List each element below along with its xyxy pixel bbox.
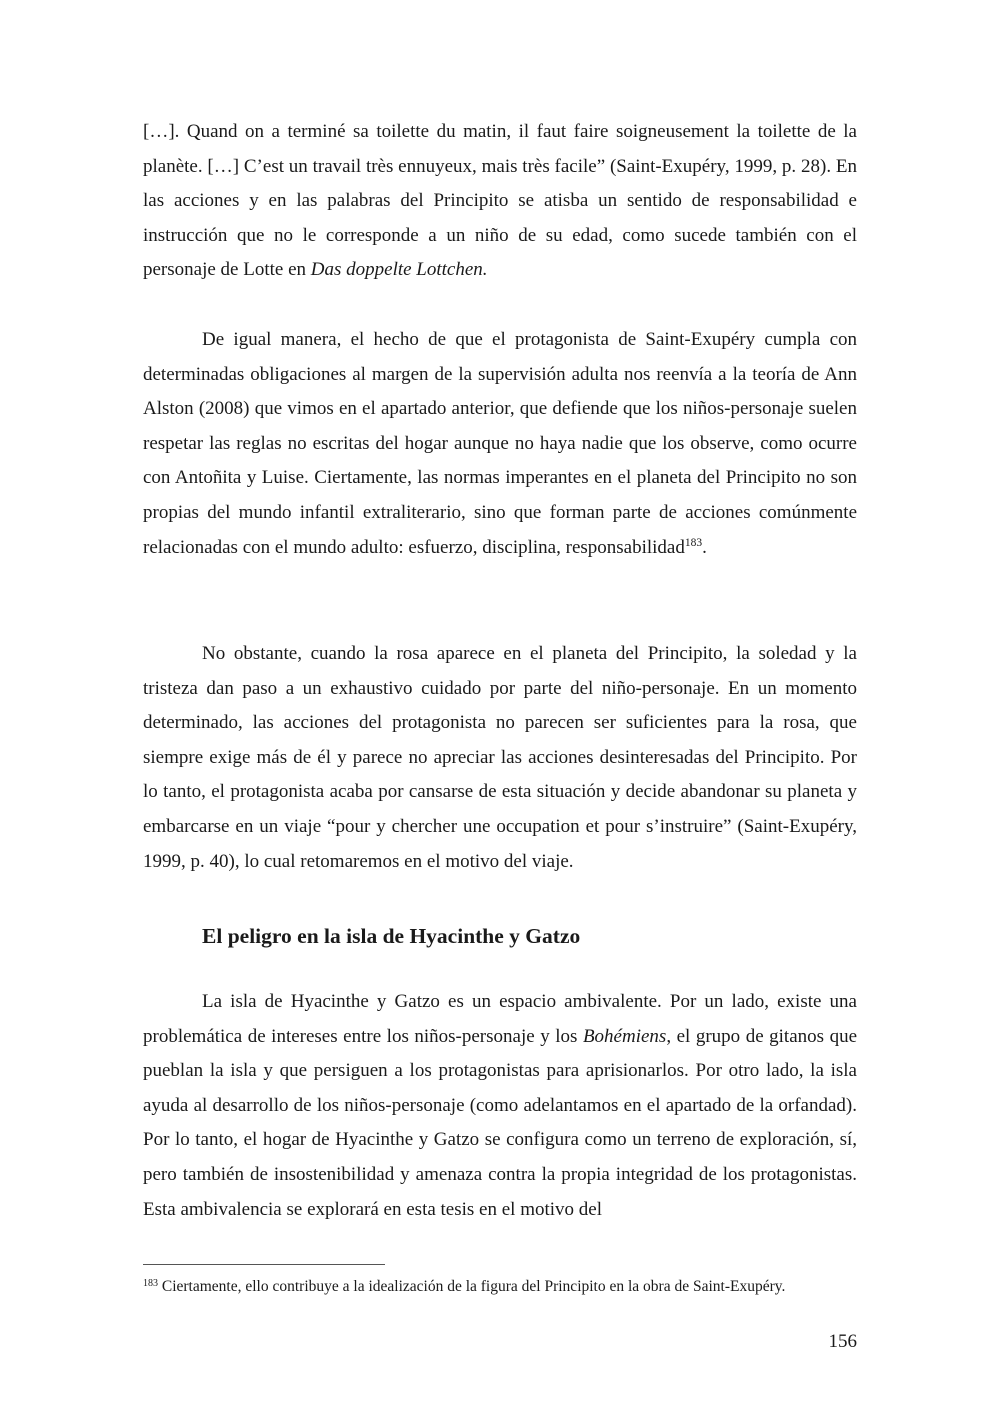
paragraph-3-text-1: No obstante, cuando la rosa aparece en el planeta del Principito, la soledad y la tristeza dan paso a un exhaustivo cuidado por parte del niño-personaje. En un momento determinado, las acciones del protagonista no parecen ser suficientes para la rosa, que siempre exige más de él y parece no apreciar las acciones desinteresadas del Principito. Por lo tanto, el protagonista acaba por cansarse de esta situación y decide abandonar su planeta y embarcarse en un viaje “pour y chercher une occupation et pour s’instruire” (Saint-Exupéry, 1999, p. 40), lo cual retomaremos en el motivo del viaje. [143,643,857,872]
section-heading: El peligro en la isla de Hyacinthe y Gatzo [202,924,581,948]
book-title-das-doppelte-lottchen: Das doppelte Lottchen. [310,259,488,281]
footnote-reference-183[interactable]: 183 [684,536,703,549]
paragraph-1 [143,115,857,288]
footnote-number: 183 [143,1278,158,1289]
paragraph-continuation [143,115,857,288]
footnote-text: Ciertamente, ello contribuye a la idealización de la figura del Principito en la obra de Saint-Exupéry. [158,1278,786,1295]
footnote-separator [143,1264,385,1265]
paragraph-rosa [143,637,857,879]
paragraph-4 [143,985,857,1227]
paragraph-4-text-1: La isla de Hyacinthe y Gatzo es un espacio ambivalente. Por un lado, existe una problemática de intereses entre los niños-personaje y los [143,991,857,1047]
term-bohemiens: Bohémiens [582,1025,667,1047]
paragraph-4-text-2: , el grupo de gitanos que pueblan la isla y que persiguen a los protagonistas para aprisionarlos. Por otro lado, la isla ayuda al desarrollo de los niños-personaje (como adelantamos en el apartado de la orfandad). Por lo tanto, el hogar de Hyacinthe y Gatzo se configura como un terreno de exploración, sí, pero también de insostenibilidad y amenaza contra la propia integridad de los protagonistas. Esta ambivalencia se explorará en esta tesis en el motivo del [143,1025,857,1220]
paragraph-3 [143,637,857,879]
page-number: 156 [828,1331,857,1352]
paragraph-isla [143,985,857,1227]
paragraph-2-text-1: De igual manera, el hecho de que el protagonista de Saint-Exupéry cumpla con determinadas obligaciones al margen de la supervisión adulta nos reenvía a la teoría de Ann Alston (2008) que vimos en el apartado anterior, que defiende que los niños-personaje suelen respetar las reglas no escritas del hogar aunque no haya nadie que los observe, como ocurre con Antoñita y Luise. Ciertamente, las normas imperantes en el planeta del Principito no son propias del mundo infantil extraliterario, sino que forman parte de acciones comúnmente relacionadas con el mundo adulto: esfuerzo, disciplina, responsabilidad [143,329,857,558]
paragraph-2 [143,323,857,565]
footnote-183 [143,1276,857,1298]
paragraph-1-text-1: […]. Quand on a terminé sa toilette du matin, il faut faire soigneusement la toilette de la planète. […] C’est un travail très ennuyeux, mais très facile” (Saint-Exupéry, 1999, p. 28). En las acciones y en las palabras del Principito se atisba un sentido de responsabilidad e instrucción que no le corresponde a un niño de su edad, como sucede también con el personaje de Lotte en [143,121,857,281]
paragraph-ann-alston [143,323,857,565]
paragraph-2-text-2: . [702,536,707,558]
